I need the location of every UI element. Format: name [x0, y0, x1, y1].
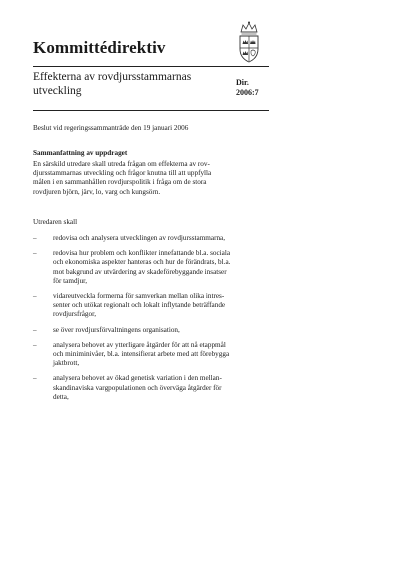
list-item: – analysera behovet av ökad genetisk variation i den mellan- skandinaviska vargpopulationen och överväga åtgärder för detta,	[33, 374, 222, 401]
dir-number: 2006:7	[236, 88, 259, 97]
list-item: – analysera behovet av ytterligare åtgärder för att nå etappmål och miniminivåer, bl.a. intensifierat arbete med att förebygga jaktbrott,	[33, 340, 230, 368]
decision-line: Beslut vid regeringssammanträde den 19 januari 2006	[33, 124, 189, 132]
dir-label: Dir.	[236, 78, 249, 87]
summary-heading: Sammanfattning av uppdraget	[33, 149, 128, 157]
summary-paragraph: En särskild utredare skall utreda frågan om effekterna av rov- djursstammarnas utveckling och frågor knutna till att uppfylla målen i en sammanhållen rovdjurspolitik i fråga om de stora rovdjuren björn, järv, lo, varg och kungsörn.	[33, 160, 212, 196]
list-item: – redovisa och analysera utvecklingen av rovdjursstammarna,	[33, 234, 226, 242]
dash-bullet: –	[33, 234, 37, 242]
header-bottom-rule	[33, 110, 269, 111]
dash-bullet: –	[33, 340, 37, 349]
dash-bullet: –	[33, 292, 37, 301]
document-type-title: Kommittédirektiv	[33, 38, 166, 57]
tasks-list	[33, 234, 273, 408]
directive-number	[236, 78, 259, 98]
dash-bullet: –	[33, 374, 37, 383]
dash-bullet: –	[33, 325, 37, 334]
tasks-lead: Utredaren skall	[33, 218, 78, 226]
dash-bullet: –	[33, 249, 37, 258]
list-item: – se över rovdjursförvaltningens organisation,	[33, 325, 180, 334]
header-top-rule	[33, 66, 269, 67]
list-item: – redovisa hur problem och konflikter innefattande bl.a. sociala och ekonomiska aspekter hanteras och hur de förändrats, bl.a. mot bakgrund av utvärdering av skadeförebyggande insatser för tamdjur,	[33, 249, 231, 285]
list-item: – vidareutveckla formerna för samverkan mellan olika intres- senter och utökat regionalt och lokalt inflytande beträffande rovdjursfrågor,	[33, 292, 226, 319]
directive-subject: Effekterna av rovdjursstammarnas utveckling	[33, 71, 192, 97]
royal-crest-icon	[232, 20, 266, 64]
